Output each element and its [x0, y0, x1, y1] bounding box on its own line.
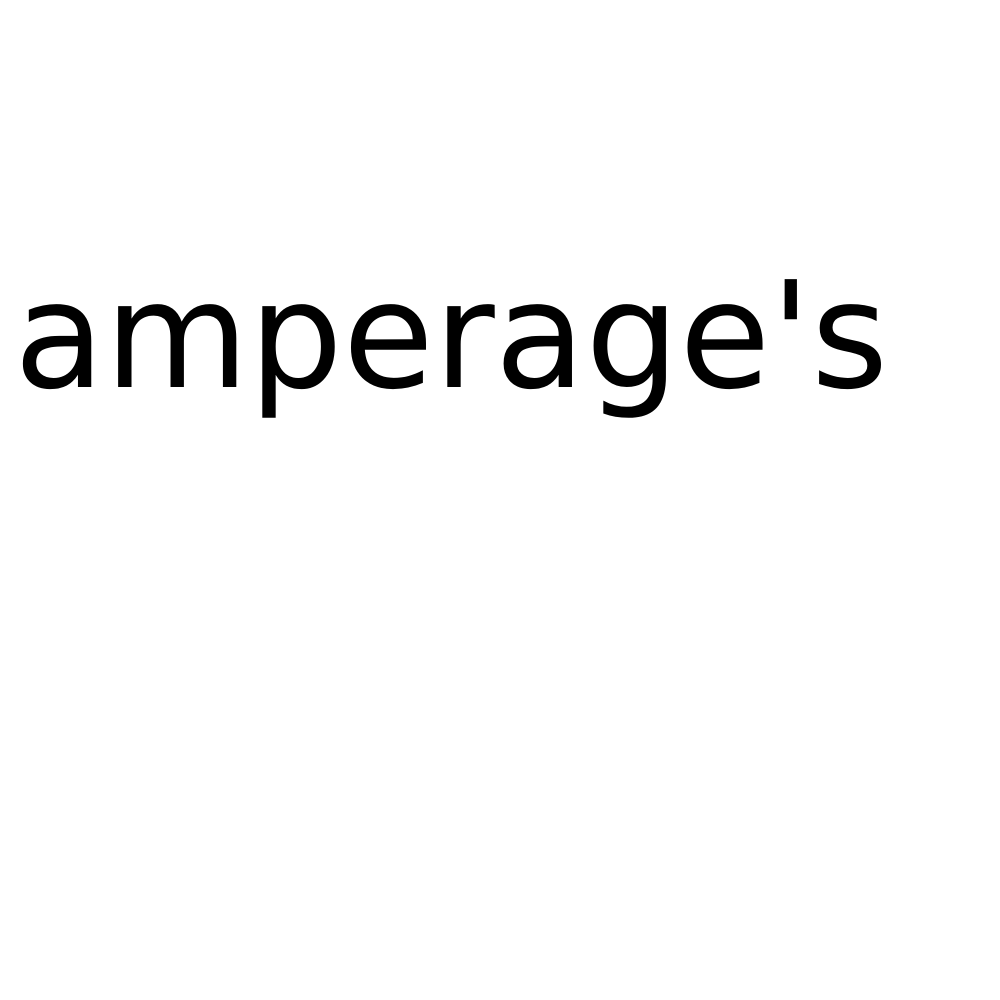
word-label: amperage's	[14, 250, 889, 422]
